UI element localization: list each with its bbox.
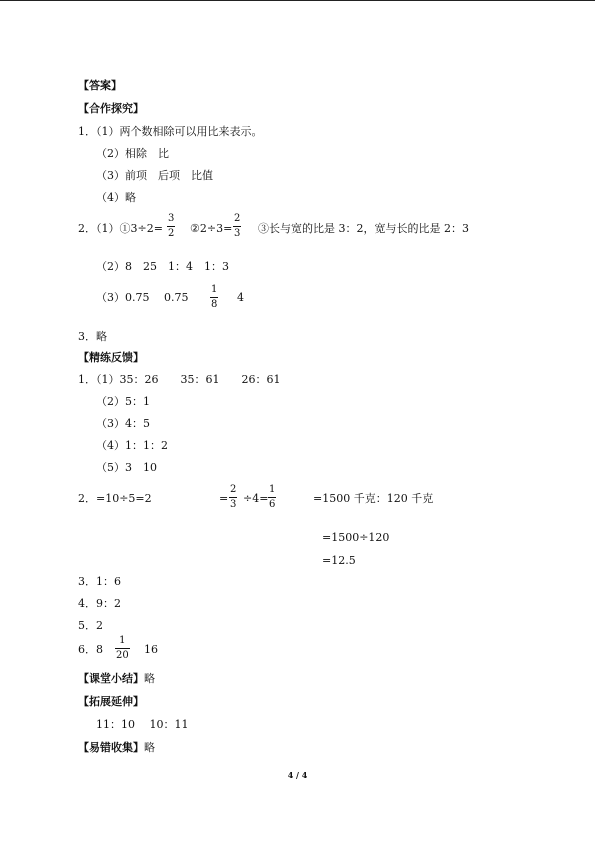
fraction-2-over-3: 2 3 (234, 213, 241, 239)
fraction-2-over-3-b: 2 3 (230, 484, 237, 510)
q2-part1-lead: 2．（1）①3÷2= (78, 222, 163, 235)
fraction-1-over-6: 1 6 (269, 484, 276, 510)
q2-part3-tail: 4 (237, 291, 244, 304)
q2-part1-tail: ③长与宽的比是 3：2，宽与长的比是 2：3 (258, 222, 469, 235)
q2-part3-lead: （3）0.75 0.75 (96, 291, 189, 304)
extension-text: 11：10 10：11 (96, 718, 189, 731)
practice-q2-c-line3: =12.5 (322, 554, 356, 567)
fraction-1-over-8: 1 8 (211, 284, 218, 310)
practice-q4: 4．9：2 (78, 597, 121, 610)
top-border (0, 0, 595, 1)
practice-q6-tail: 16 (144, 643, 158, 656)
q2-part1-middle: ②2÷3= (190, 222, 233, 235)
section-heading-practice-feedback: 【精练反馈】 (78, 351, 144, 364)
practice-q2-b-lead: = (219, 492, 229, 505)
section-heading-extension: 【拓展延伸】 (78, 695, 144, 708)
q1-part3: （3）前项 后项 比值 (96, 169, 213, 182)
q3: 3．略 (78, 330, 107, 343)
error-collection-line (78, 741, 155, 755)
page-number: 4 / 4 (287, 770, 308, 780)
section-heading-cooperative-inquiry: 【合作探究】 (78, 102, 144, 115)
q1-part4: （4）略 (96, 191, 136, 204)
fraction-1-over-20: 1 20 (116, 635, 129, 661)
error-collection-text: 略 (144, 741, 155, 754)
practice-q1-part1: 1．（1）35：26 35：61 26：61 (78, 373, 281, 386)
practice-q3: 3．1：6 (78, 575, 121, 588)
q1-part1: 1．（1）两个数相除可以用比来表示。 (78, 125, 263, 138)
practice-q5: 5．2 (78, 619, 103, 632)
practice-q1-part5: （5）3 10 (96, 461, 157, 474)
practice-q2-c-line2: =1500÷120 (322, 531, 390, 544)
practice-q2-a: 2．=10÷5=2 (78, 492, 152, 505)
answer-heading: 【答案】 (78, 79, 122, 92)
practice-q2-c-line1: =1500 千克：120 千克 (313, 492, 434, 505)
section-heading-error-collection: 【易错收集】 (78, 741, 144, 754)
section-heading-class-summary: 【课堂小结】 (78, 672, 144, 685)
q1-part2: （2）相除 比 (96, 147, 169, 160)
class-summary-text: 略 (144, 672, 155, 685)
practice-q1-part4: （4）1：1：2 (96, 439, 168, 452)
fraction-3-over-2: 3 2 (168, 213, 175, 239)
q2-part2: （2）8 25 1：4 1：3 (96, 260, 229, 273)
practice-q2-b-middle: ÷4= (243, 492, 269, 505)
practice-q1-part3: （3）4：5 (96, 417, 150, 430)
class-summary-line (78, 672, 155, 686)
practice-q6-lead: 6．8 (78, 643, 103, 656)
practice-q1-part2: （2）5：1 (96, 395, 150, 408)
